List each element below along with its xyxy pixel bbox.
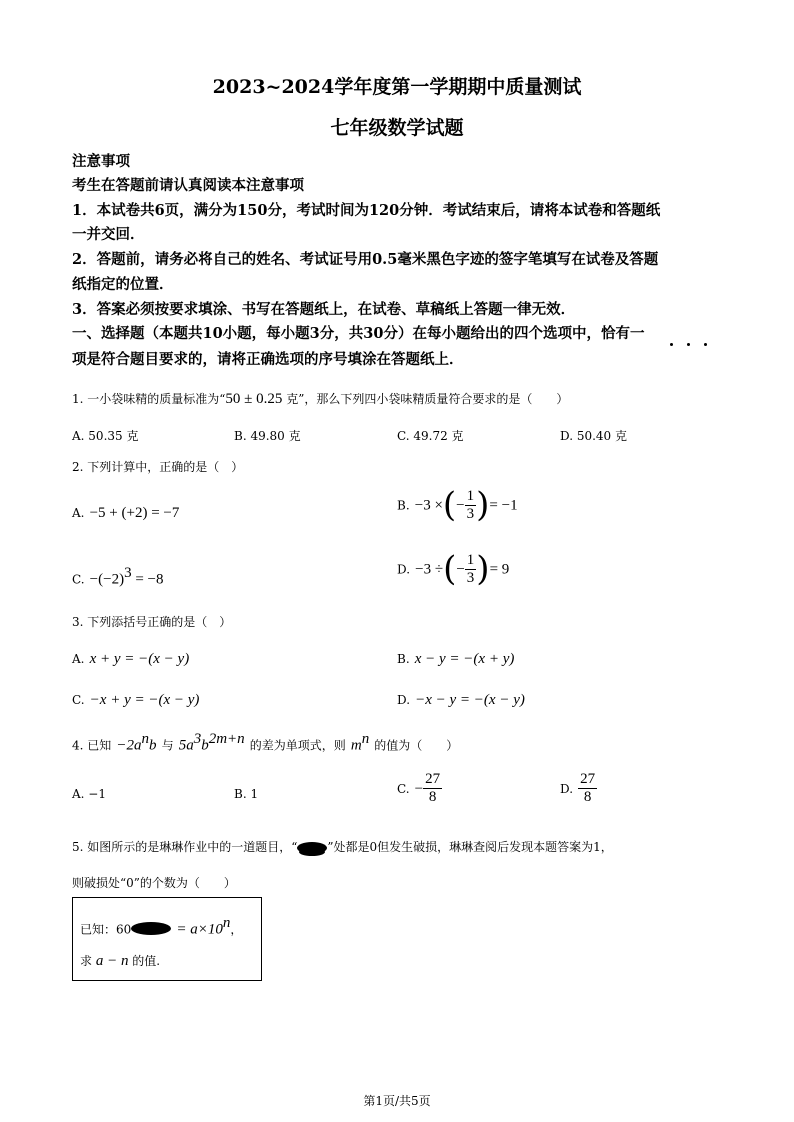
fraction-denominator: 3: [466, 569, 475, 586]
emphasis-dot: [704, 343, 707, 346]
q1-math: 50 ± 0.25: [225, 391, 283, 407]
q3-option-d: [397, 689, 525, 709]
q1-stem-text: 1. 一小袋味精的质量标准为“: [72, 392, 226, 406]
notice-item-1-cont: 一并交回．: [72, 226, 145, 243]
box-given-text: 已知：60: [80, 922, 132, 937]
q3-option-b: [397, 648, 514, 668]
question-3-stem: 3. 下列添括号正确的是（ ）: [72, 615, 232, 629]
q2-c-result: = −8: [131, 571, 164, 588]
q2-b-label: B.: [397, 498, 410, 513]
q3-option-a: [72, 648, 189, 668]
q5-stem-text: 5. 如图所示的是琳琳作业中的一道题目，“: [72, 840, 298, 854]
q4-term-1-b: b: [148, 737, 157, 754]
q3-a-label: A.: [72, 652, 85, 666]
question-2-stem: 2. 下列计算中，正确的是（ ）: [72, 460, 244, 474]
notice-intro: 考生在答题前请认真阅读本注意事项: [72, 177, 304, 194]
question-5-stem: [72, 838, 613, 855]
q3-option-c: [72, 689, 199, 709]
q3-c-label: C.: [72, 693, 85, 707]
box-exponent: n: [222, 915, 231, 931]
q2-option-d: D. −3 ÷(− $\frac{1}{3}$ )= 9: [397, 549, 510, 589]
q4-term-2-exponent: 3: [193, 731, 202, 747]
q2-a-label: A.: [72, 506, 85, 520]
q3-c-expr: −x + y = −(x − y): [89, 692, 200, 708]
q2-b-left: −3 ×: [414, 497, 443, 514]
q2-option-b: B. −3 ×(− $\frac{1}{3}$ )= −1: [397, 485, 518, 525]
fraction-denominator: 8: [583, 789, 592, 805]
box-ask-text: 求: [80, 954, 96, 968]
notice-item-1: 1．本试卷共6页，满分为150分，考试时间为120分钟．考试结束后，请将本试卷和答题纸: [72, 202, 661, 219]
q4-term-2-exponent-2: 2m+n: [208, 731, 245, 747]
q4-stem-text-4: 的值为（ ）: [374, 738, 459, 753]
fraction-numerator: 27: [580, 771, 596, 787]
damage-blot-icon: [297, 842, 327, 854]
exam-subtitle: 七年级数学试题: [330, 117, 464, 139]
question-1-stem: [72, 390, 568, 408]
notice-item-3: 3．答案必须按要求填涂、书写在答题纸上，在试卷、草稿纸上答题一律无效．: [72, 301, 576, 318]
q4-c-label: C.: [397, 782, 410, 796]
notice-item-2: 2．答题前，请务必将自己的姓名、考试证号用0.5毫米黑色字迹的签字笔填写在试卷及答题: [72, 251, 659, 268]
q4-c-fraction: [423, 772, 442, 805]
q3-d-expr: −x − y = −(x − y): [415, 692, 525, 708]
q3-a-expr: x + y = −(x − y): [89, 651, 190, 667]
q2-d-right: = 9: [489, 561, 510, 578]
question-4-stem: [72, 731, 458, 754]
q2-d-left: −3 ÷: [415, 561, 444, 578]
q2-b-fraction: [465, 489, 477, 522]
q4-option-d: [560, 772, 597, 805]
emphasis-dot: [670, 343, 673, 346]
q4-term-2-b: b: [201, 737, 209, 754]
page-number: 第1页/共5页: [363, 1094, 431, 1108]
exam-title: 2023~2024学年度第一学期期中质量测试: [212, 76, 582, 98]
q4-stem-text-2: 与: [161, 738, 174, 753]
box-ask-text-2: 的值.: [128, 954, 161, 968]
fraction-denominator: 8: [428, 789, 437, 805]
section-1-heading-cont: 项是符合题目要求的，请将正确选项的序号填涂在答题纸上．: [72, 351, 464, 368]
q2-b-sign: −: [456, 497, 465, 514]
q4-term-1: −2a: [116, 737, 142, 754]
q3-b-expr: x − y = −(x + y): [414, 651, 515, 667]
q4-term-2: 5a: [178, 737, 194, 754]
q3-d-label: D.: [397, 693, 411, 707]
q2-option-a: [72, 502, 179, 522]
q4-d-fraction: [578, 772, 597, 805]
q4-option-c: [397, 772, 442, 805]
question-5-stem-cont: 则破损处“0”的个数为（ ）: [72, 876, 236, 890]
box-line-2: [80, 950, 160, 970]
q2-c-expr: −(−2): [89, 571, 125, 588]
damage-blot-icon: [131, 922, 171, 935]
q4-stem-text-3: 的差为单项式，则: [249, 738, 346, 753]
q4-term-3: m: [350, 737, 362, 754]
q2-d-fraction: [465, 553, 477, 586]
q4-option-a: A. −1: [72, 787, 106, 801]
q4-option-b: B. 1: [234, 787, 259, 801]
q2-a-expr: −5 + (+2) = −7: [89, 505, 180, 521]
notice-heading: 注意事项: [72, 153, 130, 170]
box-ask-math: a − n: [95, 953, 129, 969]
q1-option-b: B. 49.80 克: [234, 429, 301, 443]
q1-stem-text-2: 克”，那么下列四小袋味精质量符合要求的是（ ）: [282, 392, 569, 406]
q2-b-right: = −1: [489, 497, 518, 514]
q3-b-label: B.: [397, 652, 410, 666]
q4-c-sign: −: [414, 781, 424, 797]
fraction-numerator: 27: [425, 771, 441, 787]
q1-option-a: A. 50.35 克: [72, 429, 139, 443]
emphasis-dot: [687, 343, 690, 346]
q2-d-sign: −: [456, 561, 465, 578]
section-1-heading: 一、选择题（本题共10小题，每小题3分，共30分）在每小题给出的四个选项中，恰有一: [72, 325, 645, 342]
q4-term-3-exponent: n: [361, 731, 370, 747]
q2-c-label: C.: [72, 572, 85, 587]
notice-item-2-cont: 纸指定的位置．: [72, 276, 174, 293]
q2-option-c: [72, 565, 164, 588]
q4-d-label: D.: [560, 782, 574, 796]
q1-option-c: C. 49.72 克: [397, 429, 464, 443]
q2-c-exponent: 3: [124, 565, 132, 581]
box-comma: ，: [230, 922, 243, 937]
q2-d-label: D.: [397, 562, 411, 577]
fraction-numerator: 1: [466, 487, 475, 504]
box-equation: = a×10: [176, 921, 223, 938]
q4-stem-text: 4. 已知: [72, 738, 112, 753]
box-line-1: [80, 915, 242, 938]
fraction-denominator: 3: [466, 505, 475, 522]
q4-term-1-exponent: n: [141, 731, 149, 747]
q5-stem-text-2: ”处都是0但发生破损，琳琳查阅后发现本题答案为1，: [327, 840, 613, 854]
fraction-numerator: 1: [466, 551, 475, 568]
q1-option-d: D. 50.40 克: [560, 429, 627, 443]
